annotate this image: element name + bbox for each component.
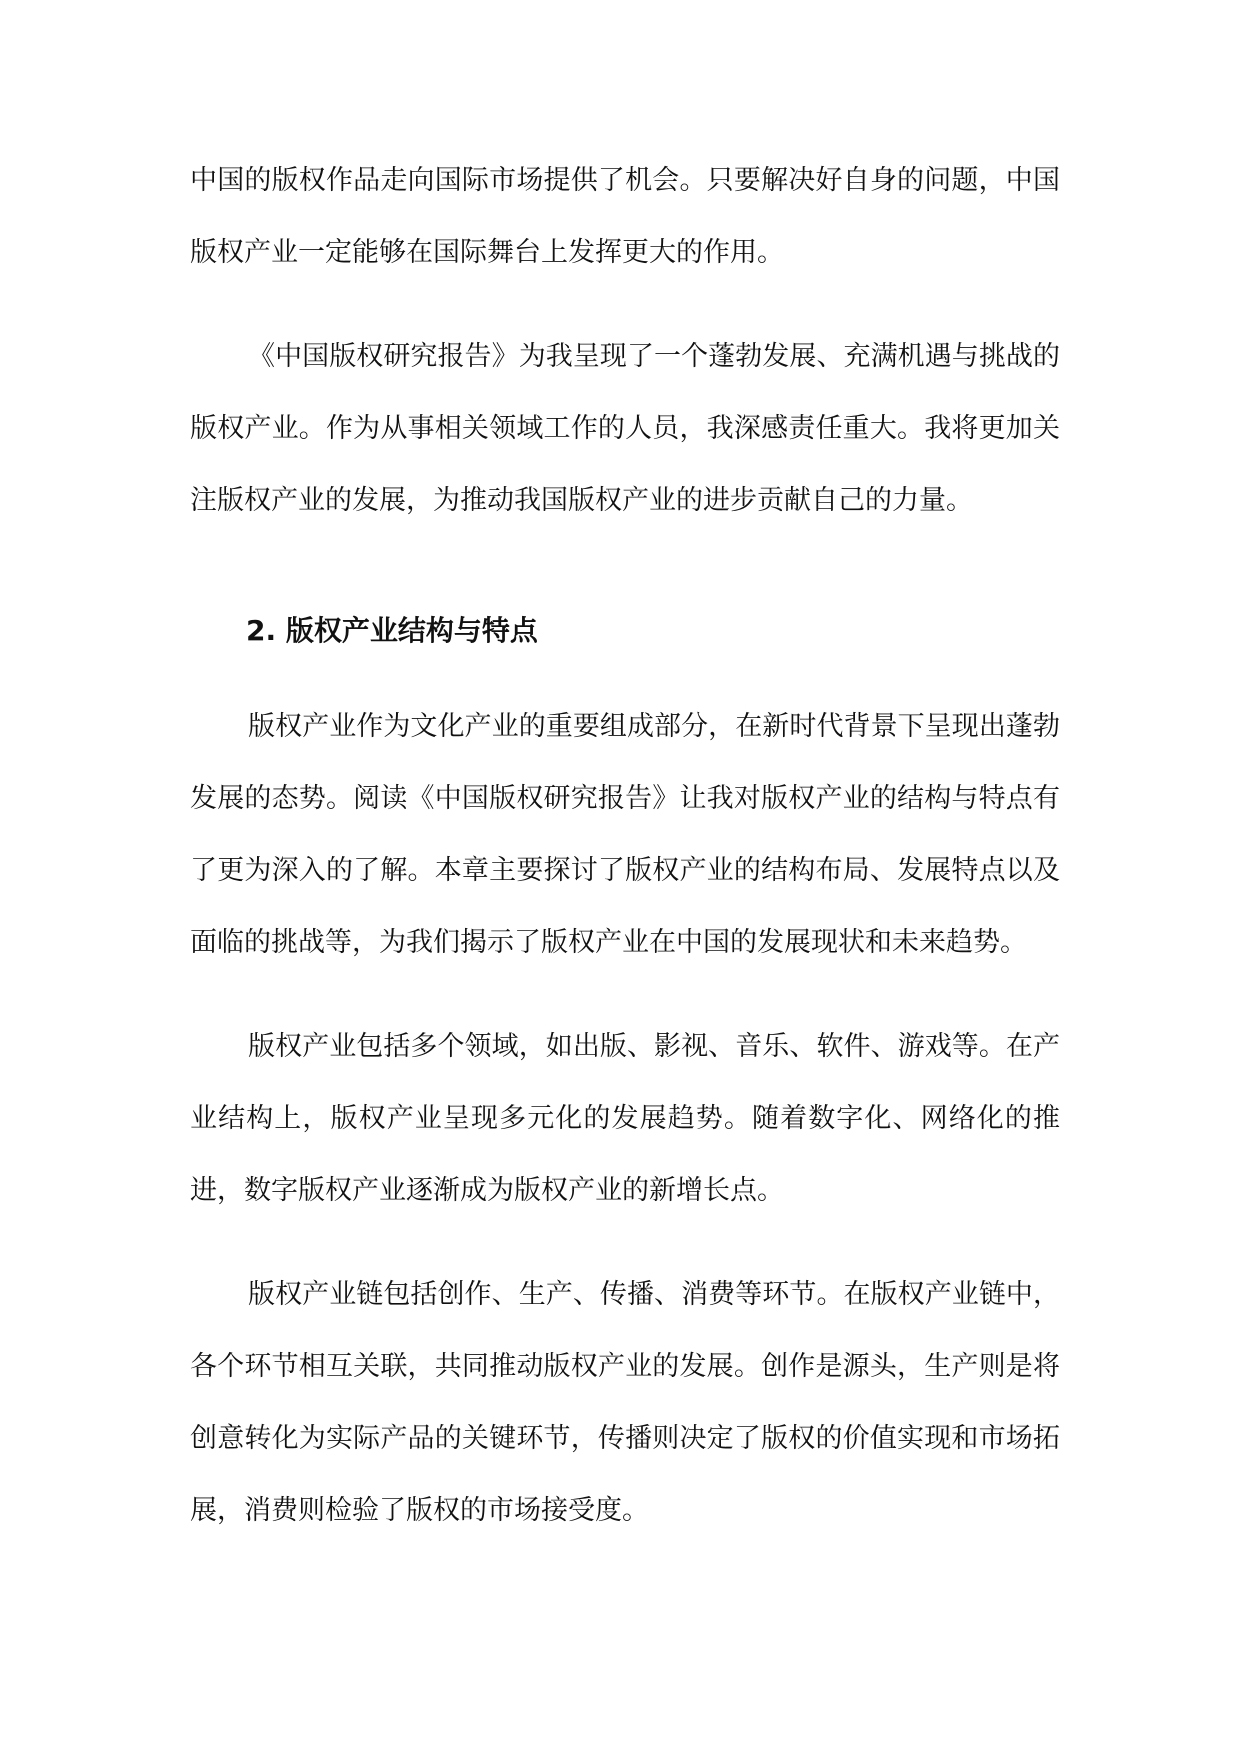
- paragraph-report-reflection: 《中国版权研究报告》为我呈现了一个蓬勃发展、充满机遇与挑战的版权产业。作为从事相关领域工作的人员，我深感责任重大。我将更加关注版权产业的发展，为推动我国版权产业的进步贡献自己的力量。: [190, 341, 1060, 516]
- section-heading: 2. 版权产业结构与特点: [246, 614, 538, 647]
- paragraph-industry-chain: 版权产业链包括创作、生产、传播、消费等环节。在版权产业链中，各个环节相互关联，共同推动版权产业的发展。创作是源头，生产则是将创意转化为实际产品的关键环节，传播则决定了版权的价值实现和市场拓展，消费则检验了版权的市场接受度。: [190, 1279, 1060, 1526]
- paragraph-industry-fields: 版权产业包括多个领域，如出版、影视、音乐、软件、游戏等。在产业结构上，版权产业呈现多元化的发展趋势。随着数字化、网络化的推进，数字版权产业逐渐成为版权产业的新增长点。: [190, 1031, 1060, 1206]
- document-body: [190, 145, 1060, 1579]
- paragraph-continuation: 中国的版权作品走向国际市场提供了机会。只要解决好自身的问题，中国版权产业一定能够在国际舞台上发挥更大的作用。: [190, 165, 1060, 268]
- paragraph-industry-intro: 版权产业作为文化产业的重要组成部分，在新时代背景下呈现出蓬勃发展的态势。阅读《中国版权研究报告》让我对版权产业的结构与特点有了更为深入的了解。本章主要探讨了版权产业的结构布局、发展特点以及面临的挑战等，为我们揭示了版权产业在中国的发展现状和未来趋势。: [190, 711, 1060, 958]
